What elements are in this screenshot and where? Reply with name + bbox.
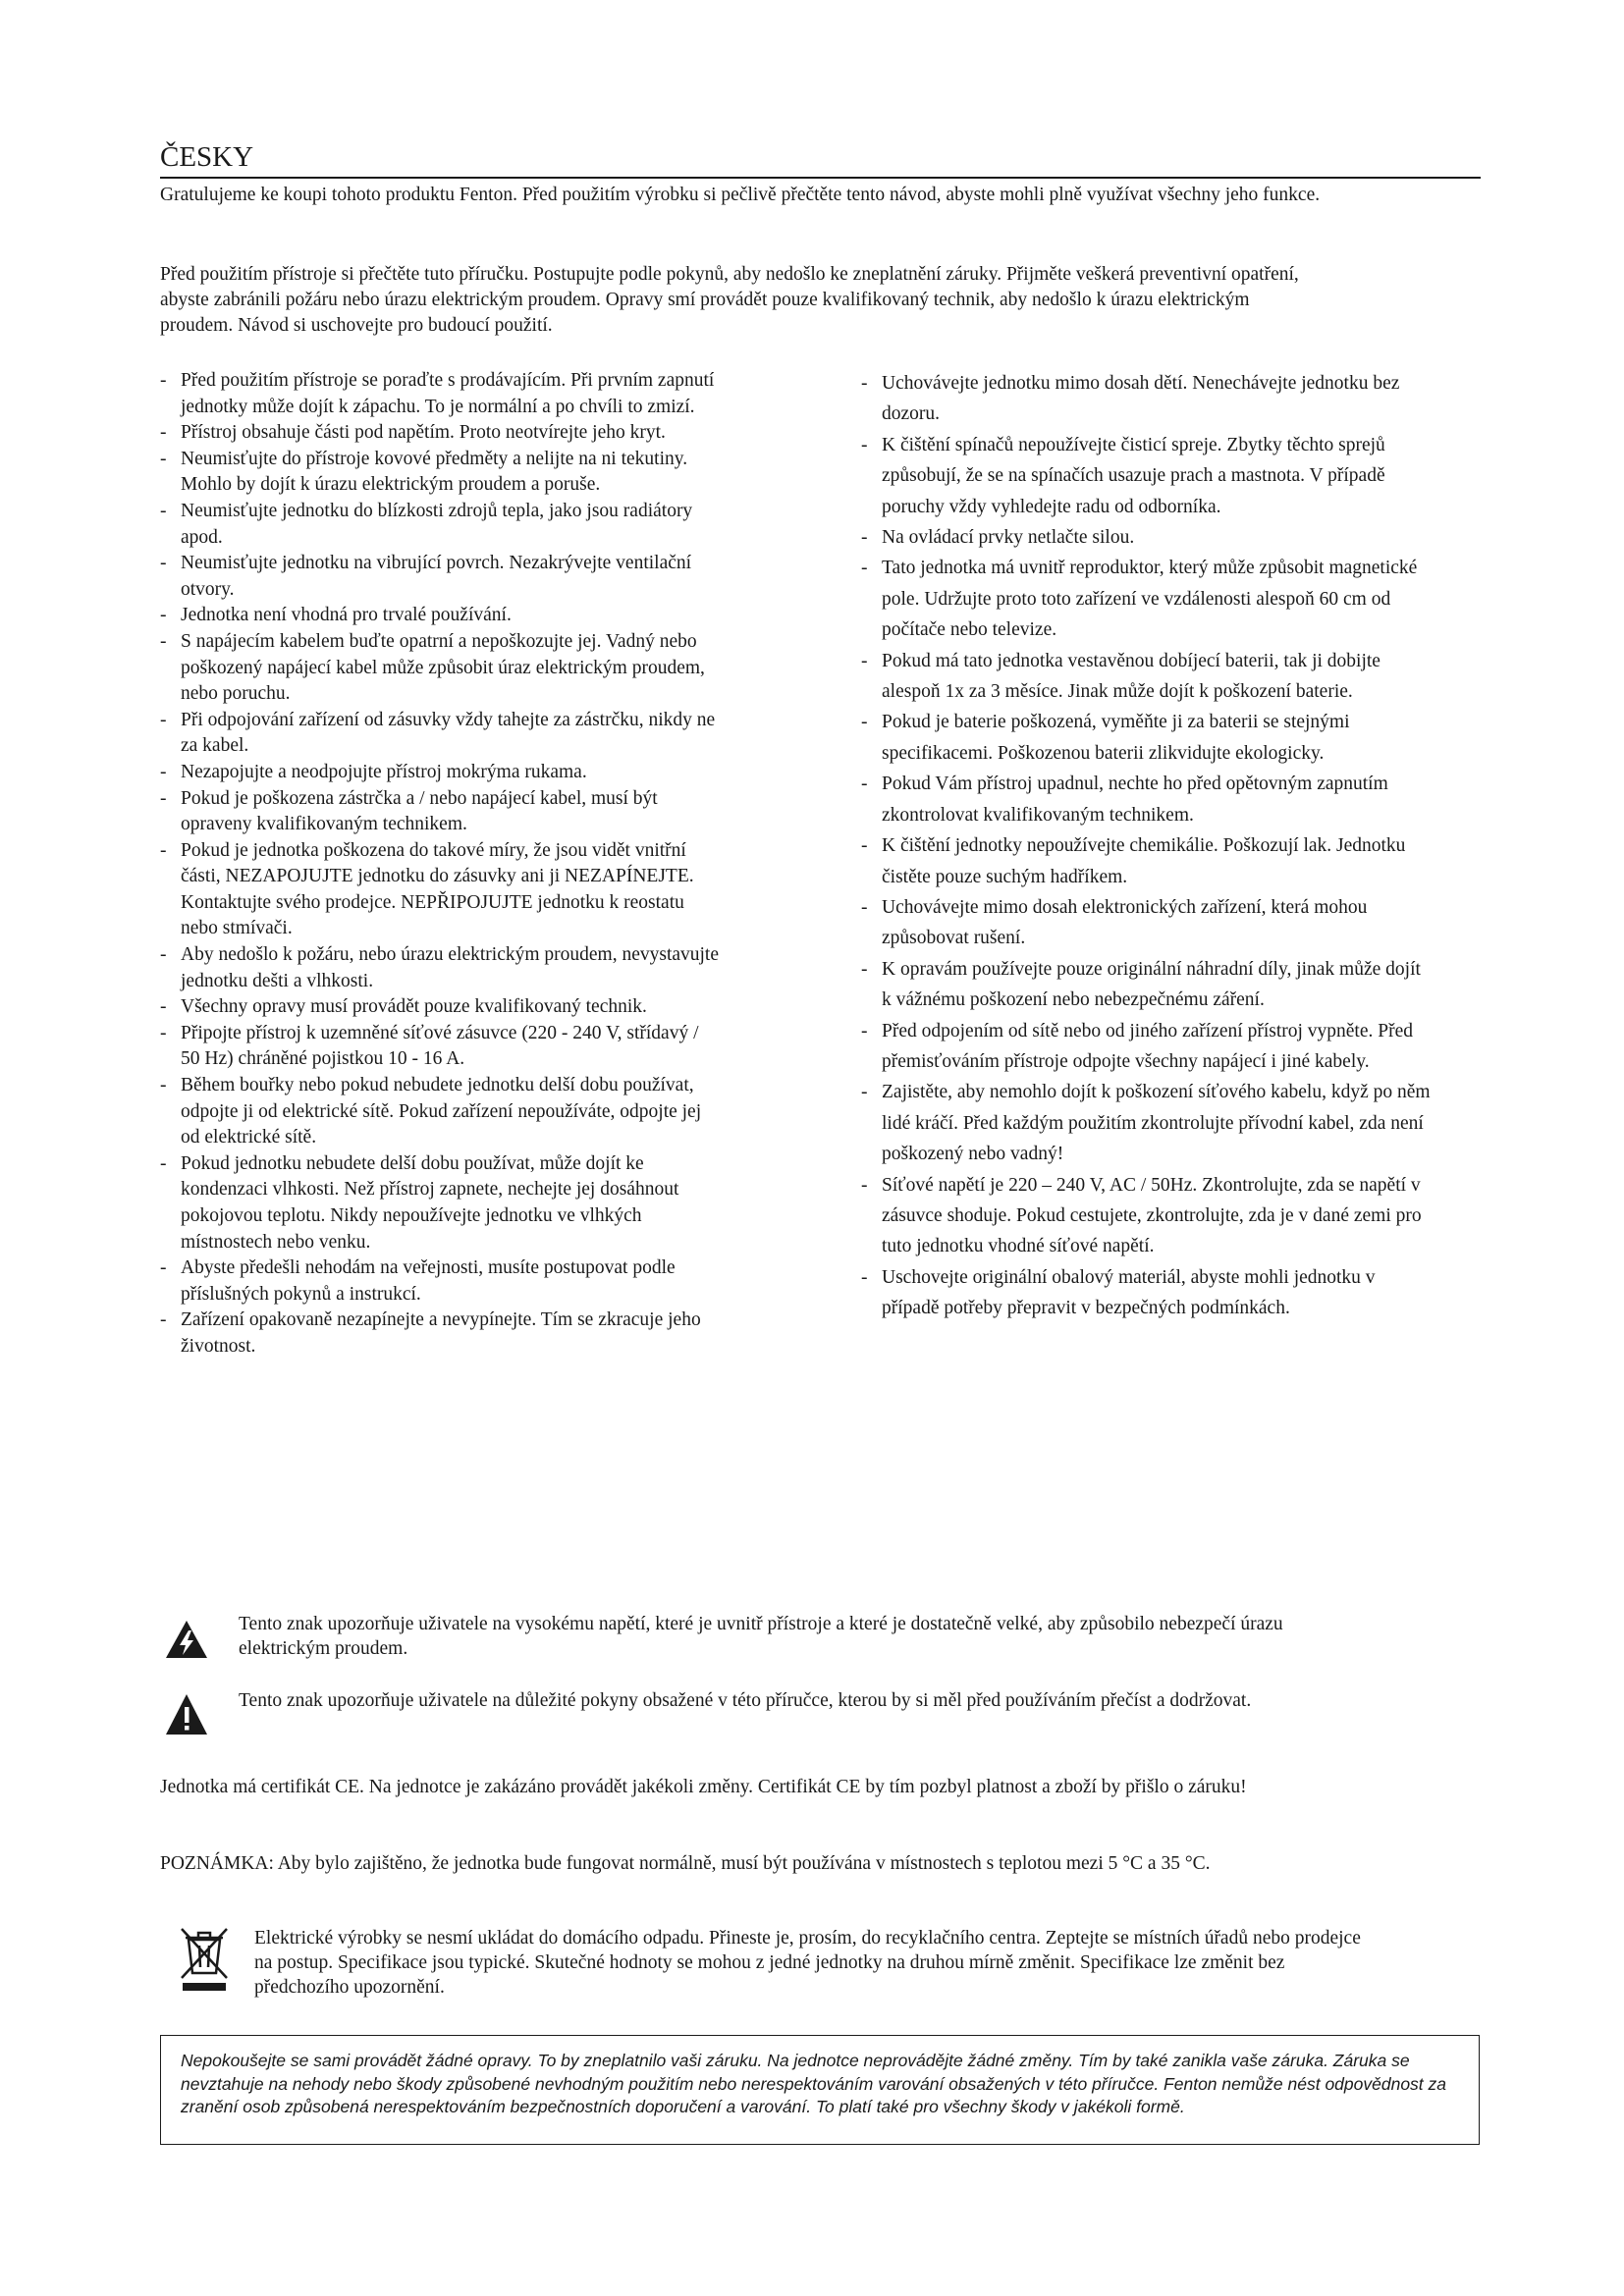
intro-paragraph: Gratulujeme ke koupi tohoto produktu Fenton. Před použitím výrobku si pečlivě přečtěte tento návod, abyste mohli plně využívat všechny jeho funkce. — [160, 185, 1321, 205]
safety-left-item: - Při odpojování zařízení od zásuvky vždy tahejte za zástrčku, nikdy ne za kabel. — [160, 708, 720, 760]
safety-left-item: - S napájecím kabelem buďte opatrní a nepoškozujte jej. Vadný nebo poškozený napájecí kabel může způsobit úraz elektrickým proudem, nebo poruchu. — [160, 629, 720, 708]
safety-right-item: - Uschovejte originální obalový materiál, abyste mohli jednotku v případě potřeby přepravit v bezpečných podmínkách. — [861, 1262, 1431, 1324]
safety-left-item: - Neumisťujte jednotku do blízkosti zdrojů tepla, jako jsou radiátory apod. — [160, 499, 720, 551]
safety-right-item: - Tato jednotka má uvnitř reproduktor, který může způsobit magnetické pole. Udržujte proto toto zařízení ve vzdálenosti alespoň 60 cm od počítače nebo televize. — [861, 553, 1431, 645]
before-use-paragraph: Před použitím přístroje si přečtěte tuto příručku. Postupujte podle pokynů, aby nedošlo ke zneplatnění záruky. Přijměte veškerá preventivní opatření, abyste zabránili požáru nebo úrazu elektrickým proudem. Opravy smí provádět pouze kvalifikovaný technik, aby nedošlo k úrazu elektrickým proudem. Návod si uschovejte pro budoucí použití. — [160, 264, 1299, 336]
safety-right-item: - K čištění jednotky nepoužívejte chemikálie. Poškozují lak. Jednotku čistěte pouze suchým hadříkem. — [861, 830, 1431, 892]
safety-left-item: - Zařízení opakovaně nezapínejte a nevypínejte. Tím se zkracuje jeho životnost. — [160, 1308, 720, 1360]
page-title: ČESKY — [160, 137, 1481, 179]
safety-right-item: - Uchovávejte jednotku mimo dosah dětí. Nenechávejte jednotku bez dozoru. — [861, 368, 1431, 430]
safety-right-item: - Pokud je baterie poškozená, vyměňte ji za baterii se stejnými specifikacemi. Poškozenou baterii zlikvidujte ekologicky. — [861, 707, 1431, 769]
safety-left-item: - Přístroj obsahuje části pod napětím. Proto neotvírejte jeho kryt. — [160, 420, 720, 447]
instructions-warning-text: Tento znak upozorňuje uživatele na důležité pokyny obsažené v této příručce, kterou by si měl před používáním přečíst a dodržovat. — [239, 1690, 1252, 1711]
voltage-warning — [160, 1612, 1378, 1661]
recycle-paragraph: Elektrické výrobky se nesmí ukládat do domácího odpadu. Přineste je, prosím, do recyklačního centra. Zeptejte se místních úřadů nebo prodejce na postup. Specifikace jsou typické. Skutečné hodnoty se mohou z jedné jednotky na druhou mírně změnit. Specifikace lze změnit bez předchozího upozornění. — [254, 1928, 1361, 1998]
safety-left-item: - Jednotka není vhodná pro trvalé používání. — [160, 603, 720, 629]
safety-left-item: - Aby nedošlo k požáru, nebo úrazu elektrickým proudem, nevystavujte jednotku dešti a vlhkosti. — [160, 942, 720, 994]
safety-list-right — [861, 368, 1431, 1324]
safety-left-item: - Před použitím přístroje se poraďte s prodávajícím. Při prvním zapnutí jednotky může dojít k zápachu. To je normální a po chvíli to zmizí. — [160, 368, 720, 420]
safety-right-item: - Zajistěte, aby nemohlo dojít k poškození síťového kabelu, když po něm lidé kráčí. Před každým použitím zkontrolujte přívodní kabel, zda není poškozený nebo vadný! — [861, 1077, 1431, 1169]
safety-left-item: - Pokud je poškozena zástrčka a / nebo napájecí kabel, musí být opraveny kvalifikovaným technikem. — [160, 786, 720, 838]
safety-left-item: - Všechny opravy musí provádět pouze kvalifikovaný technik. — [160, 994, 720, 1021]
safety-left-item: - Během bouřky nebo pokud nebudete jednotku delší dobu používat, odpojte ji od elektrické sítě. Pokud zařízení nepoužíváte, odpojte jej od elektrické sítě. — [160, 1073, 720, 1151]
exclamation-warning-icon — [165, 1693, 208, 1736]
warranty-notice-box: Nepokoušejte se sami provádět žádné opravy. To by zneplatnilo vaši záruku. Na jednotce neprovádějte žádné změny. Tím by také zanikla vaše záruka. Záruka se nevztahuje na nehody nebo škody způsobené nevhodným použitím nebo nerespektováním varování obsažených v této příručce. Fenton nemůže nést odpovědnost za zranění osob způsobená nerespektováním bezpečnostních doporučení a varování. To platí také pro všechny škody v jakékoli formě. — [160, 2035, 1480, 2145]
instructions-warning — [160, 1688, 1378, 1747]
safety-left-item: - Neumisťujte do přístroje kovové předměty a nelijte na ni tekutiny. Mohlo by dojít k úrazu elektrickým proudem a poruše. — [160, 447, 720, 499]
safety-right-item: - Uchovávejte mimo dosah elektronických zařízení, která mohou způsobovat rušení. — [861, 892, 1431, 954]
safety-right-item: - Před odpojením od sítě nebo od jiného zařízení přístroj vypněte. Před přemisťováním přístroje odpojte všechny napájecí i jiné kabely. — [861, 1016, 1431, 1078]
safety-right-item: - Na ovládací prvky netlačte silou. — [861, 522, 1431, 553]
safety-left-item: - Nezapojujte a neodpojujte přístroj mokrýma rukama. — [160, 760, 720, 786]
voltage-warning-text: Tento znak upozorňuje uživatele na vysokému napětí, které je uvnitř přístroje a které je dostatečně velké, aby způsobilo nebezpečí úrazu elektrickým proudem. — [239, 1614, 1283, 1659]
safety-left-item: - Pokud jednotku nebudete delší dobu používat, může dojít ke kondenzaci vlhkosti. Než přístroj zapnete, nechejte jej dosáhnout pokojovou teplotu. Nikdy nepoužívejte jednotku ve vlhkých místnostech nebo venku. — [160, 1151, 720, 1255]
lightning-warning-icon — [165, 1620, 208, 1659]
safety-left-item: - Neumisťujte jednotku na vibrující povrch. Nezakrývejte ventilační otvory. — [160, 551, 720, 603]
safety-right-item: - Síťové napětí je 220 – 240 V, AC / 50Hz. Zkontrolujte, zda se napětí v zásuvce shoduje. Pokud cestujete, zkontrolujte, zda je v dané zemi pro tuto jednotku vhodné síťové napětí. — [861, 1170, 1431, 1262]
safety-left-item: - Připojte přístroj k uzemněné síťové zásuvce (220 - 240 V, střídavý / 50 Hz) chráněné pojistkou 10 - 16 A. — [160, 1021, 720, 1073]
ce-paragraph: Jednotka má certifikát CE. Na jednotce je zakázáno provádět jakékoli změny. Certifikát CE by tím pozbyl platnost a zboží by přišlo o záruku! — [160, 1777, 1247, 1797]
crossed-bin-icon — [177, 1924, 232, 1993]
safety-right-item: - K opravám používejte pouze originální náhradní díly, jinak může dojít k vážnému poškození nebo nebezpečnému záření. — [861, 954, 1431, 1016]
safety-list-left — [160, 368, 720, 1361]
note-paragraph: POZNÁMKA: Aby bylo zajištěno, že jednotka bude fungovat normálně, musí být používána v místnostech s teplotou mezi 5 °C a 35 °C. — [160, 1853, 1211, 1874]
safety-right-item: - K čištění spínačů nepoužívejte čisticí spreje. Zbytky těchto sprejů způsobují, že se na spínačích usazuje prach a mastnota. V případě poruchy vždy vyhledejte radu od odborníka. — [861, 430, 1431, 522]
safety-right-item: - Pokud Vám přístroj upadnul, nechte ho před opětovným zapnutím zkontrolovat kvalifikovaným technikem. — [861, 769, 1431, 830]
safety-left-item: - Abyste předešli nehodám na veřejnosti, musíte postupovat podle příslušných pokynů a instrukcí. — [160, 1255, 720, 1308]
safety-right-item: - Pokud má tato jednotka vestavěnou dobíjecí baterii, tak ji dobijte alespoň 1x za 3 měsíce. Jinak může dojít k poškození baterie. — [861, 646, 1431, 708]
safety-left-item: - Pokud je jednotka poškozena do takové míry, že jsou vidět vnitřní části, NEZAPOJUJTE jednotku do zásuvky ani ji NEZAPÍNEJTE. Kontaktujte svého prodejce. NEPŘIPOJUJTE jednotku k reostatu nebo stmívači. — [160, 838, 720, 942]
